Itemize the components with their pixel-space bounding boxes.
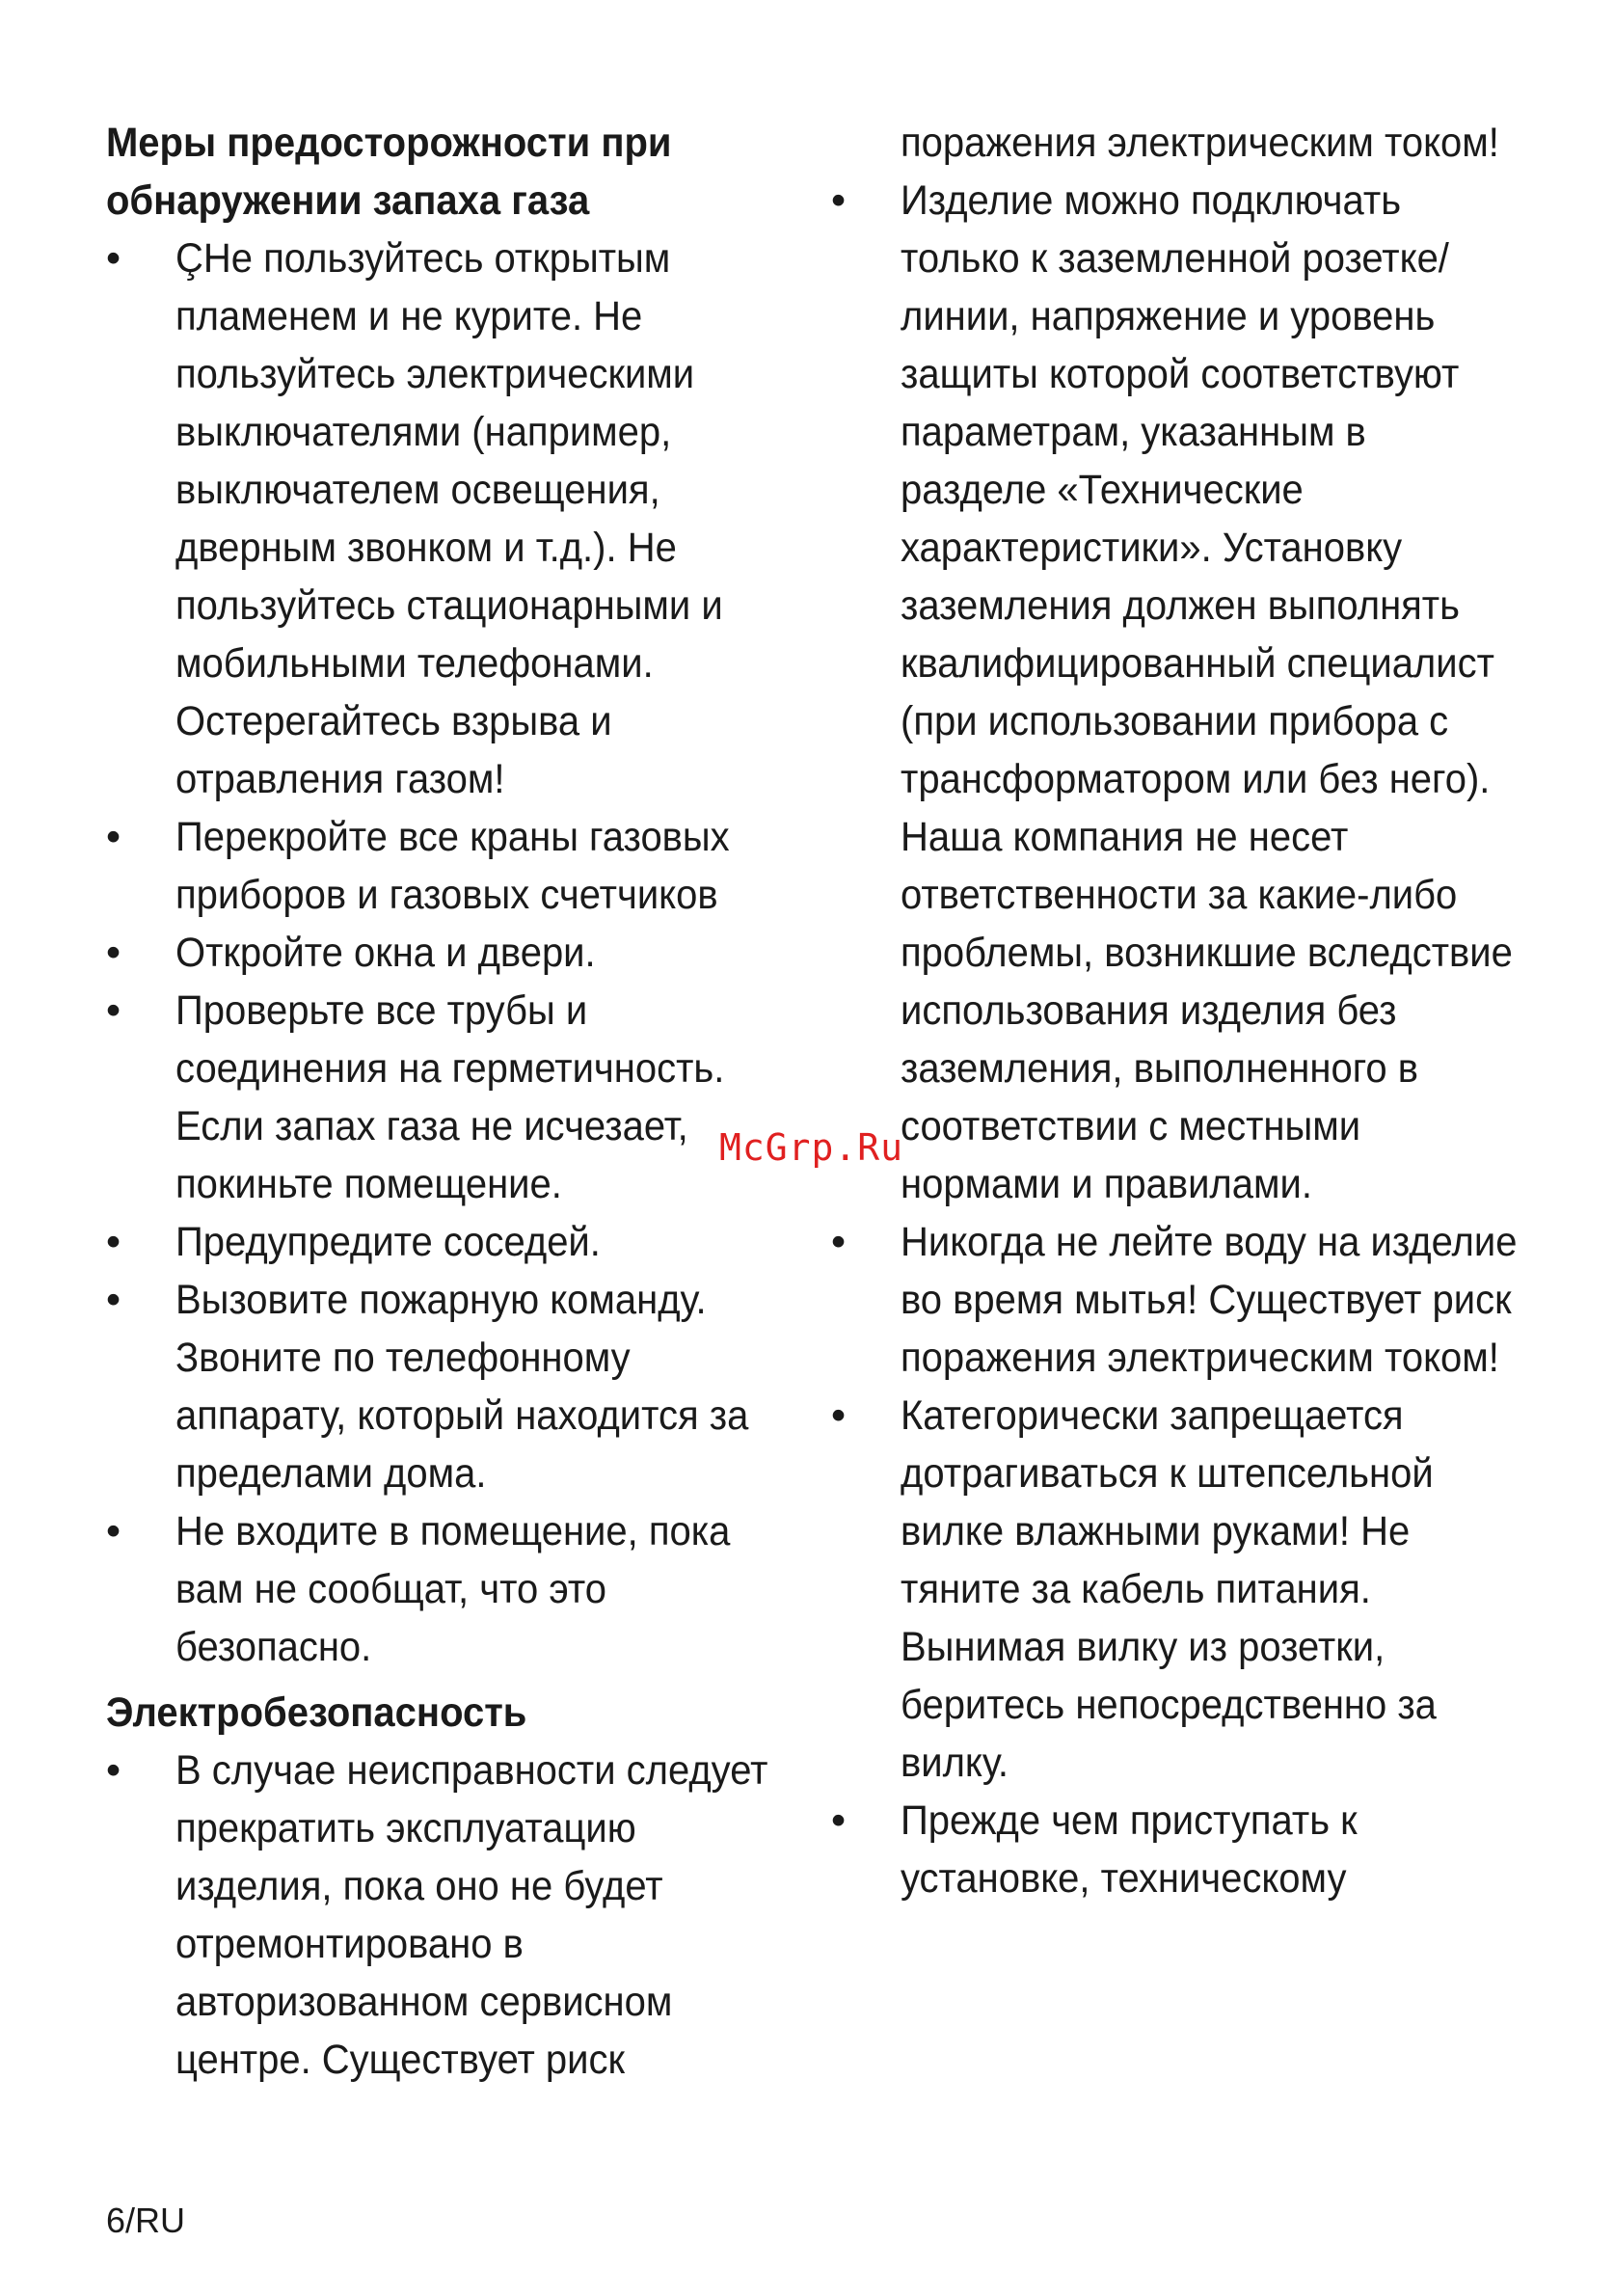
bullet-icon: •	[106, 235, 121, 282]
gas-precautions-list	[106, 230, 800, 1676]
bullet-icon: •	[831, 1219, 847, 1265]
bullet-icon: •	[831, 1797, 847, 1844]
list-item	[831, 1213, 1525, 1387]
bullet-icon: •	[831, 1392, 847, 1439]
list-item-text: Откройте окна и двери.	[175, 930, 596, 976]
section-heading-gas-smell: Меры предосторожности при обнаружении запаха газа	[106, 120, 672, 224]
list-item-text: Предупредите соседей.	[175, 1219, 601, 1265]
list-item	[831, 1387, 1525, 1792]
electrical-safety-list	[106, 1742, 800, 2089]
list-item	[831, 172, 1525, 1213]
page-number: 6/RU	[106, 2201, 186, 2240]
electrical-safety-list-continued	[831, 172, 1525, 1907]
continued-text	[831, 114, 1525, 172]
list-item-text: В случае неисправности следует прекратить эксплуатацию изделия, пока оно не будет отремонтировано в авторизованном сервисном центре. Существует риск	[175, 1747, 768, 2083]
list-item	[106, 1271, 800, 1502]
list-item-text: Проверьте все трубы и соединения на герметичность. Если запах газа не исчезает, покиньте помещение.	[175, 987, 725, 1207]
bullet-icon: •	[831, 177, 847, 224]
list-item-text: Никогда не лейте воду на изделие во время мытья! Существует риск поражения электрическим током!	[901, 1219, 1518, 1381]
list-item	[106, 808, 800, 924]
list-item-text: Прежде чем приступать к установке, техническому	[901, 1797, 1358, 1902]
right-column	[831, 114, 1525, 1907]
bullet-icon: •	[106, 1747, 121, 1794]
list-item-text: Категорически запрещается дотрагиваться к штепсельной вилке влажными руками! Не тяните за кабель питания. Вынимая вилку из розетки, беритесь непосредственно за вилку.	[901, 1392, 1437, 1786]
list-item-text: Вызовите пожарную команду. Звоните по телефонному аппарату, который находится за пределами дома.	[175, 1277, 749, 1497]
watermark: McGrp.Ru	[719, 1126, 904, 1169]
list-item	[106, 924, 800, 982]
list-item	[106, 230, 800, 808]
bullet-icon: •	[106, 987, 121, 1034]
bullet-icon: •	[106, 814, 121, 860]
left-column	[106, 114, 800, 2089]
list-item-text: ÇНе пользуйтесь открытым пламенем и не курите. Не пользуйтесь электрическими выключателями (например, выключателем освещения, дверным звонком и т.д.). Не пользуйтесь стационарными и мобильными телефонами. Остерегайтесь взрыва и отравления газом!	[175, 235, 723, 802]
bullet-icon: •	[106, 1219, 121, 1265]
list-item-text: Изделие можно подключать только к заземленной розетке/линии, напряжение и уровень защиты которой соответствуют параметрам, указанным в разделе «Технические характеристики». Установку заземления должен выполнять квалифицированный специалист (при использовании прибора с трансформатором или без него). Наша компания не несет ответственности за какие-либо проблемы, возникшие вследствие использования изделия без заземления, выполненного в соответствии с местными нормами и правилами.	[901, 177, 1513, 1207]
continued-text-content: поражения электрическим током!	[901, 120, 1499, 166]
list-item	[106, 1213, 800, 1271]
list-item-text: Перекройте все краны газовых приборов и газовых счетчиков	[175, 814, 730, 918]
section-heading-electrical-safety: Электробезопасность	[106, 1689, 527, 1736]
bullet-icon: •	[106, 1508, 121, 1554]
bullet-icon: •	[106, 930, 121, 976]
list-item	[106, 1742, 800, 2089]
list-item	[831, 1792, 1525, 1907]
list-item	[106, 982, 800, 1213]
list-item	[106, 1502, 800, 1676]
list-item-text: Не входите в помещение, пока вам не сообщат, что это безопасно.	[175, 1508, 731, 1670]
bullet-icon: •	[106, 1277, 121, 1323]
